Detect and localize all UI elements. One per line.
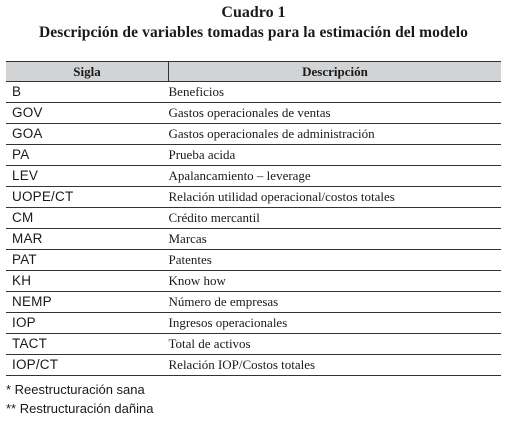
cell-descripcion: Número de empresas — [169, 292, 502, 313]
cell-descripcion: Know how — [169, 271, 502, 292]
table-row — [6, 208, 501, 229]
table-caption-title: Descripción de variables tomadas para la estimación del modelo — [39, 24, 468, 41]
cell-descripcion: Total de activos — [169, 334, 502, 355]
table-row — [6, 355, 501, 376]
cell-sigla: GOV — [6, 103, 169, 124]
table-header-row — [6, 62, 501, 82]
cell-descripcion: Prueba acida — [169, 145, 502, 166]
footnote: * Reestructuración sana — [6, 382, 145, 397]
table-row — [6, 313, 501, 334]
cell-sigla: GOA — [6, 124, 169, 145]
cell-descripcion: Marcas — [169, 229, 502, 250]
table-row — [6, 292, 501, 313]
cell-sigla: IOP/CT — [6, 355, 169, 376]
table-row — [6, 166, 501, 187]
table-row — [6, 103, 501, 124]
cell-sigla: PAT — [6, 250, 169, 271]
table-row — [6, 271, 501, 292]
cell-descripcion: Patentes — [169, 250, 502, 271]
cell-descripcion: Gastos operacionales de ventas — [169, 103, 502, 124]
table-row — [6, 124, 501, 145]
column-header-sigla: Sigla — [6, 62, 169, 82]
cell-descripcion: Gastos operacionales de administración — [169, 124, 502, 145]
cell-sigla: KH — [6, 271, 169, 292]
cell-sigla: IOP — [6, 313, 169, 334]
cell-descripcion: Crédito mercantil — [169, 208, 502, 229]
table-header — [6, 62, 501, 82]
table-row — [6, 229, 501, 250]
cell-sigla: TACT — [6, 334, 169, 355]
footnote: ** Restructuración dañina — [6, 401, 154, 416]
cell-descripcion: Relación IOP/Costos totales — [169, 355, 502, 376]
table-row — [6, 187, 501, 208]
cell-descripcion: Ingresos operacionales — [169, 313, 502, 334]
table-row — [6, 334, 501, 355]
table-row — [6, 250, 501, 271]
cell-sigla: PA — [6, 145, 169, 166]
cell-sigla: B — [6, 82, 169, 103]
variables-table — [6, 61, 501, 376]
table-row — [6, 82, 501, 103]
cell-descripcion: Apalancamiento – leverage — [169, 166, 502, 187]
cell-descripcion: Beneficios — [169, 82, 502, 103]
cell-sigla: CM — [6, 208, 169, 229]
column-header-descripcion: Descripción — [169, 62, 502, 82]
table-body — [6, 82, 501, 376]
table-footnotes — [6, 380, 153, 418]
table-caption-number: Cuadro 1 — [221, 4, 286, 21]
cell-sigla: LEV — [6, 166, 169, 187]
cell-sigla: UOPE/CT — [6, 187, 169, 208]
table-row — [6, 145, 501, 166]
cell-sigla: NEMP — [6, 292, 169, 313]
cell-sigla: MAR — [6, 229, 169, 250]
cell-descripcion: Relación utilidad operacional/costos totales — [169, 187, 502, 208]
